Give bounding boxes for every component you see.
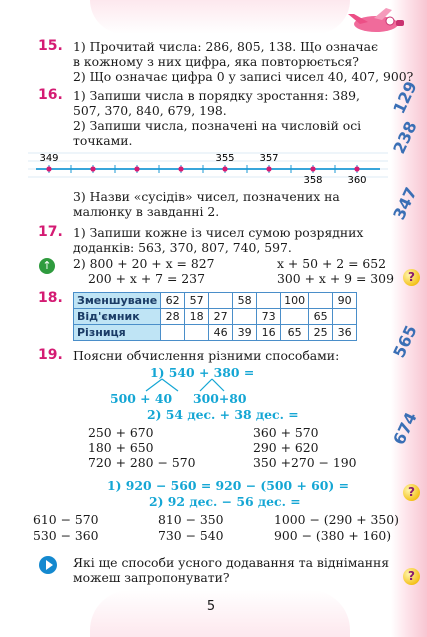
method-4-heading: 2) 92 дес. − 56 дес. = (149, 494, 301, 509)
axis-label: 358 (303, 175, 323, 186)
exercise-17-text (73, 225, 363, 255)
play-icon (39, 556, 57, 574)
table-cell: 62 (161, 293, 185, 309)
split-part: 500 + 40 (110, 391, 173, 406)
expression: 530 − 360 (33, 528, 99, 543)
side-number: 238 (389, 118, 421, 157)
exercise-number: 18. (38, 290, 63, 306)
exercise-number: 19. (38, 347, 63, 363)
table-cell: 90 (333, 293, 357, 309)
table-cell: 58 (233, 293, 257, 309)
table-cell: 16 (257, 325, 281, 341)
text-line: 1) Прочитай числа: 286, 805, 138. Що означає (73, 39, 379, 54)
table-row (74, 325, 357, 341)
expression: 360 + 570 (253, 425, 319, 440)
axis-label: 355 (215, 153, 235, 164)
exercise-number: 16. (38, 87, 63, 103)
expression: 180 + 650 (88, 440, 154, 455)
text-line: Які ще способи усного додавання та віднімання (73, 555, 390, 570)
text-line: 3) Назви «сусідів» чисел, позначених на (73, 189, 340, 204)
equation: 200 + x + 7 = 237 (88, 271, 205, 286)
exercise-16-part3 (73, 189, 340, 219)
text-line: малюнку в завданні 2. (73, 204, 220, 219)
row-header: Зменшуване (74, 293, 161, 309)
table-cell (309, 293, 333, 309)
row-header: Різниця (74, 325, 161, 341)
expression: 610 − 570 (33, 512, 99, 527)
exercise-number: 17. (38, 224, 63, 240)
table-cell: 65 (281, 325, 309, 341)
text-line: можеш запропонувати? (73, 570, 230, 585)
table-cell (281, 309, 309, 325)
equation: x + 50 + 2 = 652 (277, 256, 387, 271)
expression: 250 + 670 (88, 425, 154, 440)
page-number: 5 (206, 599, 216, 614)
table-cell: 27 (209, 309, 233, 325)
left-expressions (88, 425, 195, 470)
expression: 720 + 280 − 570 (88, 455, 196, 470)
text-line: 2) Запиши числа, позначені на числовій осі (73, 118, 362, 133)
table-cell (185, 325, 209, 341)
table-cell: 28 (161, 309, 185, 325)
table-row (74, 309, 357, 325)
split-part: 300+80 (193, 391, 247, 406)
expression: 350 +270 − 190 (253, 455, 357, 470)
table-cell (333, 309, 357, 325)
text-line: доданків: 563, 370, 807, 740, 597. (73, 240, 292, 255)
table-cell: 36 (333, 325, 357, 341)
subtraction-table (73, 292, 357, 341)
axis-label: 360 (347, 175, 367, 186)
expression: 810 − 350 (158, 512, 224, 527)
expression: 1000 − (290 + 350) (274, 512, 400, 527)
table-cell: 73 (257, 309, 281, 325)
right-expressions (253, 425, 357, 470)
side-number: 129 (389, 78, 421, 117)
table-cell: 46 (209, 325, 233, 341)
table-cell: 39 (233, 325, 257, 341)
table-cell (161, 325, 185, 341)
table-cell: 18 (185, 309, 209, 325)
method-1-heading: 1) 540 + 380 = (150, 365, 255, 380)
expression: 900 − (380 + 160) (274, 528, 392, 543)
exercise-19-title: Поясни обчислення різними способами: (73, 348, 340, 363)
table-cell (257, 293, 281, 309)
expression: 730 − 540 (158, 528, 224, 543)
exercise-15-text (73, 39, 413, 84)
text-line: 2) Що означає цифра 0 у записі чисел 40, 407, 900? (73, 69, 414, 84)
equations-right (277, 256, 394, 286)
table-cell (209, 293, 233, 309)
row-header: Від'ємник (74, 309, 161, 325)
text-line: в кожному з них цифра, яка повторюється? (73, 54, 359, 69)
table-cell: 100 (281, 293, 309, 309)
number-line (28, 145, 388, 187)
side-number: 347 (389, 184, 421, 223)
axis-label: 349 (39, 153, 59, 164)
axis-label: 357 (259, 153, 279, 164)
table-cell (233, 309, 257, 325)
top-decoration (90, 0, 350, 34)
question-icon: ? (403, 484, 420, 501)
table-cell: 25 (309, 325, 333, 341)
side-number: 674 (389, 409, 421, 448)
airplane-icon (340, 6, 410, 40)
question-icon: ? (403, 269, 420, 286)
side-number: 565 (389, 322, 421, 361)
table-cell: 57 (185, 293, 209, 309)
table-cell: 65 (309, 309, 333, 325)
equation: 300 + x + 9 = 309 (277, 271, 394, 286)
text-line: точками. (73, 133, 133, 148)
equation: 2) 800 + 20 + x = 827 (73, 256, 215, 271)
text-line: 507, 370, 840, 679, 198. (73, 103, 227, 118)
text-line: 1) Запиши кожне із чисел сумою розрядних (73, 225, 364, 240)
expression: 290 + 620 (253, 440, 319, 455)
method-3-heading: 1) 920 − 560 = 920 − (500 + 60) = (107, 478, 349, 493)
final-question (73, 555, 389, 585)
question-icon: ? (403, 568, 420, 585)
equations-left (73, 256, 215, 286)
exercise-number: 15. (38, 38, 63, 54)
method-2-heading: 2) 54 дес. + 38 дес. = (147, 407, 299, 422)
text-line: 1) Запиши числа в порядку зростання: 389, (73, 88, 360, 103)
arrow-up-icon: ↑ (39, 258, 55, 274)
exercise-16-text (73, 88, 361, 148)
table-row (74, 293, 357, 309)
split-branches (120, 378, 260, 392)
